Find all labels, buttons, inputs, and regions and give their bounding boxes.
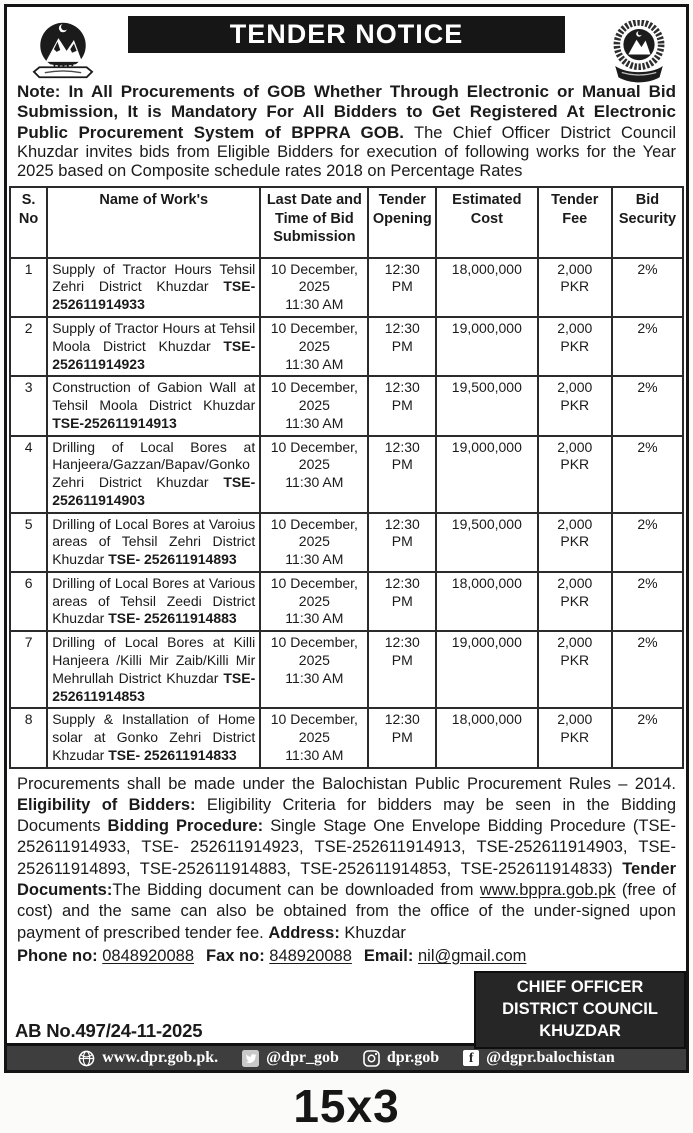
work-name: Drilling of Local Bores at Various areas of Tehsil Zeedi District Khuzdar (52, 574, 256, 627)
work-name-cell (47, 436, 260, 513)
bidding-procedure-heading: Bidding Procedure: (107, 817, 264, 836)
tender-opening-cell: 12:30 PM (368, 376, 436, 435)
tender-opening-cell: 12:30 PM (368, 631, 436, 708)
serial-cell: 6 (10, 572, 47, 631)
tse-number: TSE- 252611914933 (52, 278, 256, 313)
page-title: TENDER NOTICE (128, 16, 565, 53)
tender-table (9, 186, 684, 768)
col-header-estimated-cost: Estimated Cost (436, 187, 537, 257)
notice-header (7, 16, 686, 78)
terms-run: The Bidding document can be downloaded from (112, 881, 480, 900)
work-name-cell (47, 317, 260, 376)
estimated-cost-cell: 19,000,000 (436, 317, 537, 376)
estimated-cost-cell: 18,000,000 (436, 572, 537, 631)
ab-number: AB No.497/24-11-2025 (15, 1020, 203, 1042)
tender-notice-page (4, 4, 689, 1073)
notice-footer-area (7, 971, 686, 1043)
note-regular-text: The Chief Officer District Council Khuzdar invites bids from Eligible Bidders for execution of following works for the Year 2025 based on Composite schedule rates 2018 on Percentage Rates (17, 123, 676, 181)
bid-date: 10 December, 2025 (270, 438, 358, 473)
bid-date: 10 December, 2025 (270, 260, 358, 295)
tender-opening-cell: 12:30 PM (368, 258, 436, 317)
work-name-cell (47, 631, 260, 708)
work-name: Construction of Gabion Wall at Tehsil Moola District Khuzdar (52, 379, 256, 414)
estimated-cost-cell: 18,000,000 (436, 258, 537, 317)
terms-run: Procurements shall be made under the Balochistan Public Procurement Rules – 2014. (17, 774, 676, 793)
tender-opening-cell: 12:30 PM (368, 513, 436, 572)
terms-paragraph (17, 774, 676, 944)
serial-cell: 5 (10, 513, 47, 572)
serial-cell: 7 (10, 631, 47, 708)
bid-time: 11:30 AM (285, 296, 344, 313)
twitter-item (242, 1049, 339, 1067)
government-emblem-icon (602, 20, 676, 84)
tse-number: TSE-252611914923 (52, 337, 256, 372)
estimated-cost-cell: 19,500,000 (436, 376, 537, 435)
instagram-handle: dpr.gob (386, 1049, 440, 1067)
tender-fee-cell: 2,000 PKR (538, 631, 612, 708)
twitter-icon (242, 1050, 259, 1067)
table-header-row (10, 187, 683, 257)
tse-number: TSE- 252611914833 (108, 746, 237, 763)
note-paragraph (17, 82, 676, 181)
table-row (10, 708, 683, 767)
tender-fee-cell: 2,000 PKR (538, 513, 612, 572)
bid-security-cell: 2% (612, 376, 683, 435)
terms-run: (free of cost) and the same can also be obtained from the office of the under-signed upon payment of prescribed tender fee. (17, 881, 676, 942)
bid-security-cell: 2% (612, 317, 683, 376)
bid-date: 10 December, 2025 (270, 711, 358, 746)
bid-security-cell: 2% (612, 572, 683, 631)
tender-documents-heading: Tender Documents: (17, 859, 676, 900)
tender-fee-cell: 2,000 PKR (538, 317, 612, 376)
website-item (78, 1049, 218, 1067)
signatory-office: DISTRICT COUNCIL (502, 1000, 658, 1019)
eligibility-heading: Eligibility of Bidders: (17, 795, 196, 814)
work-name: Supply of Tractor Hours at Tehsil Moola District Khuzdar (52, 320, 256, 354)
instagram-item (363, 1049, 439, 1067)
bid-deadline-cell (260, 631, 368, 708)
tender-opening-cell: 12:30 PM (368, 317, 436, 376)
tender-opening-cell: 12:30 PM (368, 708, 436, 767)
work-name: Drilling of Local Bores at Killi Hanjeera /Killi Mir Zaib/Killi Mir Mehrullah District Khuzdar (52, 634, 256, 686)
twitter-handle: @dpr_gob (266, 1049, 339, 1067)
bid-deadline-cell (260, 317, 368, 376)
bppra-website-link: www.bppra.gob.pk (479, 881, 616, 900)
table-row (10, 631, 683, 708)
work-name-cell (47, 258, 260, 317)
phone-label: Phone no: (17, 946, 103, 965)
bid-deadline-cell (260, 436, 368, 513)
tender-table-body (10, 258, 683, 768)
tender-opening-cell: 12:30 PM (368, 572, 436, 631)
table-row (10, 376, 683, 435)
bid-time: 11:30 AM (285, 355, 344, 372)
bid-security-cell: 2% (612, 631, 683, 708)
ad-size-label: 15x3 (293, 1080, 400, 1133)
tender-fee-cell: 2,000 PKR (538, 258, 612, 317)
table-row (10, 436, 683, 513)
work-name: Drilling of Local Bores at Varoius areas of Tehsil Zehri District Khuzdar (52, 515, 256, 568)
bid-deadline-cell (260, 258, 368, 317)
globe-icon (78, 1050, 95, 1067)
email-address: nil@gmail.com (417, 946, 527, 965)
estimated-cost-cell: 18,000,000 (436, 708, 537, 767)
bid-time: 11:30 AM (285, 474, 344, 491)
bid-time: 11:30 AM (285, 746, 344, 763)
table-row (10, 258, 683, 317)
bid-security-cell: 2% (612, 708, 683, 767)
fax-number: 848920088 (269, 946, 352, 965)
bid-deadline-cell (260, 572, 368, 631)
col-header-bid-security: Bid Security (612, 187, 683, 257)
serial-cell: 2 (10, 317, 47, 376)
fax-label: Fax no: (206, 946, 270, 965)
facebook-icon: f (463, 1050, 479, 1066)
bid-date: 10 December, 2025 (270, 515, 358, 550)
col-header-serial: S. No (10, 187, 47, 257)
col-header-tender-opening: Tender Opening (368, 187, 436, 257)
work-name-cell (47, 513, 260, 572)
bid-security-cell: 2% (612, 258, 683, 317)
email-label: Email: (363, 946, 418, 965)
tender-opening-cell: 12:30 PM (368, 436, 436, 513)
bid-date: 10 December, 2025 (270, 634, 358, 669)
bid-security-cell: 2% (612, 436, 683, 513)
note-bold-text: Note: In All Procurements of GOB Whether Through Electronic or Manual Bid Submission, It is Mandatory For All Bidders to Get Registered At Electronic Public Procurement System of BPPRA GOB. (17, 82, 676, 142)
col-header-work-name: Name of Work's (47, 187, 260, 257)
bid-time: 11:30 AM (285, 414, 344, 431)
tender-fee-cell: 2,000 PKR (538, 708, 612, 767)
district-council-emblem-icon (19, 20, 107, 80)
terms-run: Single Stage One Envelope Bidding Procedure (TSE-252611914933, TSE- 252611914923, TSE-252611914913, TSE-252611914903, TSE-252611914893, TSE-252611914883, TSE-252611914853, TSE-252611914833) (17, 817, 676, 878)
signatory-title: CHIEF OFFICER (516, 978, 644, 997)
terms-run: Eligibility Criteria for bidders may be seen in the Bidding Documents (17, 795, 676, 836)
col-header-last-date: Last Date and Time of Bid Submission (260, 187, 368, 257)
signature-box (474, 971, 686, 1049)
contact-line (17, 946, 676, 967)
bid-deadline-cell (260, 708, 368, 767)
facebook-handle: @dgpr.balochistan (486, 1049, 615, 1067)
work-name-cell (47, 708, 260, 767)
tender-fee-cell: 2,000 PKR (538, 572, 612, 631)
bid-date: 10 December, 2025 (270, 320, 358, 354)
estimated-cost-cell: 19,000,000 (436, 436, 537, 513)
tse-number: TSE-252611914913 (52, 414, 177, 431)
tse-number: TSE-252611914853 (52, 669, 256, 704)
signatory-location: KHUZDAR (539, 1022, 621, 1041)
tender-fee-cell: 2,000 PKR (538, 436, 612, 513)
estimated-cost-cell: 19,000,000 (436, 631, 537, 708)
address-heading: Address: (268, 923, 340, 942)
serial-cell: 8 (10, 708, 47, 767)
bid-time: 11:30 AM (285, 551, 344, 568)
tse-number: TSE-252611914903 (52, 474, 256, 508)
serial-cell: 1 (10, 258, 47, 317)
serial-cell: 3 (10, 376, 47, 435)
work-name-cell (47, 572, 260, 631)
bid-time: 11:30 AM (285, 610, 344, 627)
work-name-cell (47, 376, 260, 435)
bid-deadline-cell (260, 513, 368, 572)
terms-run: Khuzdar (339, 923, 406, 942)
col-header-tender-fee: Tender Fee (538, 187, 612, 257)
bid-date: 10 December, 2025 (270, 379, 358, 414)
bid-deadline-cell (260, 376, 368, 435)
bid-security-cell: 2% (612, 513, 683, 572)
table-row (10, 317, 683, 376)
estimated-cost-cell: 19,500,000 (436, 513, 537, 572)
bid-date: 10 December, 2025 (270, 574, 358, 609)
website-text: www.dpr.gob.pk. (102, 1049, 219, 1067)
work-name: Supply of Tractor Hours Tehsil Zehri District Khuzdar (52, 260, 256, 295)
tse-number: TSE- 252611914883 (108, 610, 237, 627)
tender-fee-cell: 2,000 PKR (538, 376, 612, 435)
work-name: Supply & Installation of Home solar at Gonko Zehri District Khzudar (52, 711, 256, 763)
work-name: Drilling of Local Bores at Hanjeera/Gazzan/Bapav/Gonko Zehri District Khuzdar (52, 438, 256, 491)
bid-time: 11:30 AM (285, 669, 344, 686)
serial-cell: 4 (10, 436, 47, 513)
phone-number: 0848920088 (102, 946, 195, 965)
table-row (10, 513, 683, 572)
instagram-icon (363, 1050, 380, 1067)
facebook-item (463, 1049, 615, 1067)
tse-number: TSE- 252611914893 (108, 551, 237, 568)
table-row (10, 572, 683, 631)
